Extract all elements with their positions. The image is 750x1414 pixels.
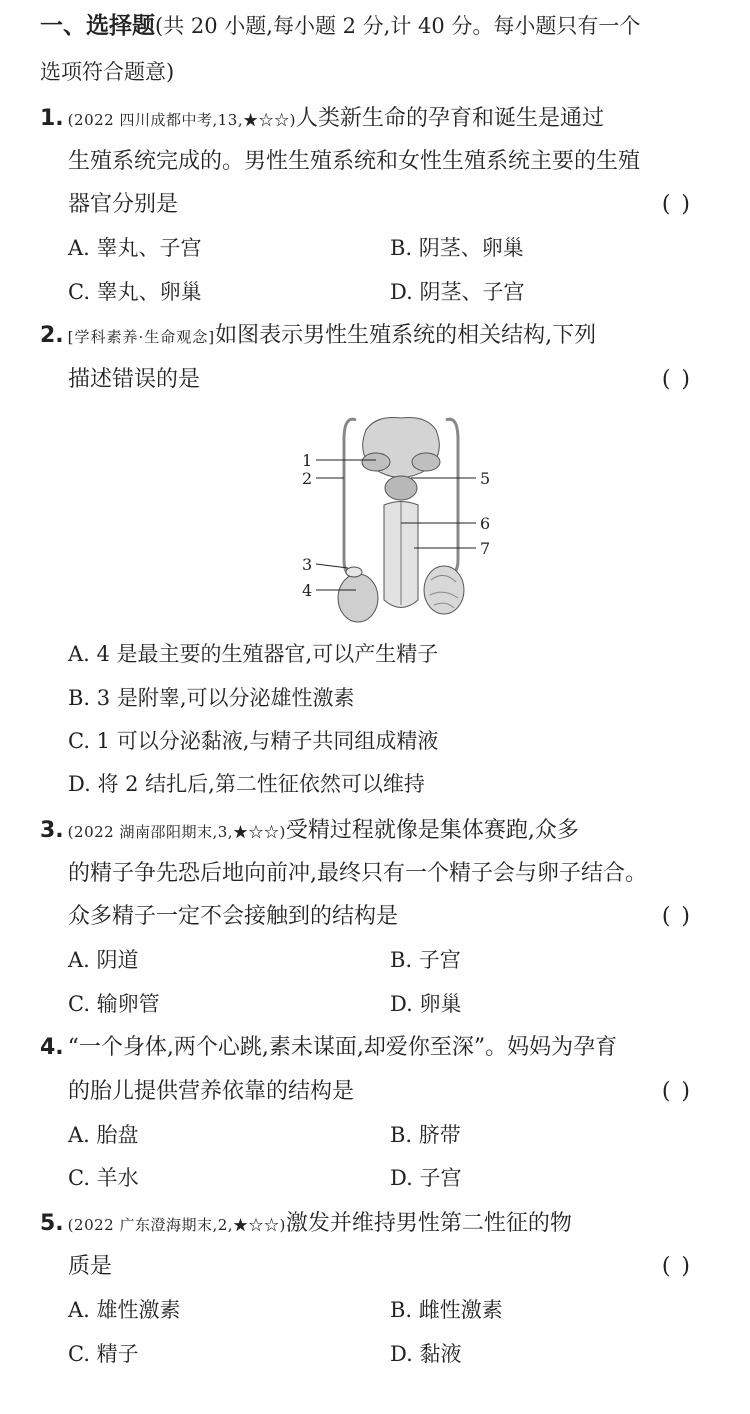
question-number: 5.	[40, 1211, 64, 1236]
question-text-line	[68, 1251, 722, 1283]
question-text: 器官分别是	[68, 192, 179, 217]
option-b: B. 子宫	[390, 948, 461, 972]
question-number: 3.	[40, 818, 64, 843]
option-c: C. 输卵管	[68, 992, 160, 1016]
question-text-line	[68, 901, 722, 933]
section-note-cont: 选项符合题意)	[40, 60, 175, 84]
figure-label-1: 1	[302, 451, 313, 470]
option-b: B. 阴茎、卵巢	[390, 236, 524, 260]
figure-label-7: 7	[480, 539, 491, 558]
question-text-line	[68, 364, 722, 396]
figure-label-4: 4	[302, 581, 313, 600]
question-source: (2022 广东澄海期末,2,★☆☆)	[67, 1216, 286, 1234]
section-title: 一、选择题	[40, 13, 155, 39]
option-a: A. 4 是最主要的生殖器官,可以产生精子	[68, 642, 439, 666]
option-c: C. 1 可以分泌黏液,与精子共同组成精液	[68, 729, 439, 753]
question-source: (2022 湖南邵阳期末,3,★☆☆)	[67, 823, 286, 841]
option-d: D. 将 2 结扎后,第二性征依然可以维持	[68, 772, 425, 796]
answer-blank: ( )	[661, 367, 692, 392]
answer-blank: ( )	[661, 904, 692, 929]
question-tag: [学科素养·生命观念]	[67, 328, 216, 346]
question-text: 激发并维持男性第二性征的物	[285, 1211, 572, 1236]
answer-blank: ( )	[661, 192, 692, 217]
question-4	[40, 1032, 722, 1064]
question-2	[40, 320, 722, 353]
question-text-line: 的精子争先恐后地向前冲,最终只有一个精子会与卵子结合。	[68, 861, 647, 886]
question-1	[40, 103, 722, 136]
option-c: C. 羊水	[68, 1166, 139, 1190]
anatomy-diagram	[296, 410, 506, 625]
option-d: D. 卵巢	[390, 992, 462, 1016]
question-source: (2022 四川成都中考,13,★☆☆)	[67, 111, 296, 129]
option-b: B. 脐带	[390, 1123, 461, 1147]
question-text: 人类新生命的孕育和诞生是通过	[295, 106, 604, 131]
question-text: 受精过程就像是集体赛跑,众多	[285, 818, 579, 843]
option-d: D. 子宫	[390, 1166, 462, 1190]
question-3	[40, 815, 722, 848]
question-text: 众多精子一定不会接触到的结构是	[68, 904, 399, 929]
option-b: B. 3 是附睾,可以分泌雄性激素	[68, 686, 355, 710]
figure-label-2: 2	[302, 469, 313, 488]
section-header	[40, 10, 722, 43]
section-note: (共 20 小题,每小题 2 分,计 40 分。每小题只有一个	[155, 14, 641, 38]
figure-label-5: 5	[480, 469, 491, 488]
question-text: “一个身体,两个心跳,素未谋面,却爱你至深”。妈妈为孕育	[67, 1035, 618, 1060]
option-a: A. 胎盘	[68, 1123, 139, 1147]
option-d: D. 黏液	[390, 1342, 462, 1366]
question-text-line: 生殖系统完成的。男性生殖系统和女性生殖系统主要的生殖	[68, 149, 641, 174]
option-d: D. 阴茎、子宫	[390, 280, 525, 304]
option-b: B. 雌性激素	[390, 1298, 503, 1322]
question-text-line	[68, 189, 722, 221]
option-a: A. 阴道	[68, 948, 139, 972]
option-c: C. 睾丸、卵巢	[68, 280, 202, 304]
question-number: 2.	[40, 323, 64, 348]
option-c: C. 精子	[68, 1342, 139, 1366]
question-text: 如图表示男性生殖系统的相关结构,下列	[215, 323, 597, 348]
question-text-line	[68, 1076, 722, 1108]
answer-blank: ( )	[661, 1254, 692, 1279]
question-5	[40, 1208, 722, 1241]
question-text: 描述错误的是	[68, 367, 201, 392]
question-text: 质是	[68, 1254, 113, 1279]
option-a: A. 雄性激素	[68, 1298, 181, 1322]
reproductive-system-figure	[296, 410, 506, 625]
question-number: 4.	[40, 1035, 64, 1060]
question-text: 的胎儿提供营养依靠的结构是	[68, 1079, 355, 1104]
question-number: 1.	[40, 106, 64, 131]
figure-label-6: 6	[480, 514, 491, 533]
answer-blank: ( )	[661, 1079, 692, 1104]
figure-label-3: 3	[302, 555, 313, 574]
option-a: A. 睾丸、子宫	[68, 236, 202, 260]
